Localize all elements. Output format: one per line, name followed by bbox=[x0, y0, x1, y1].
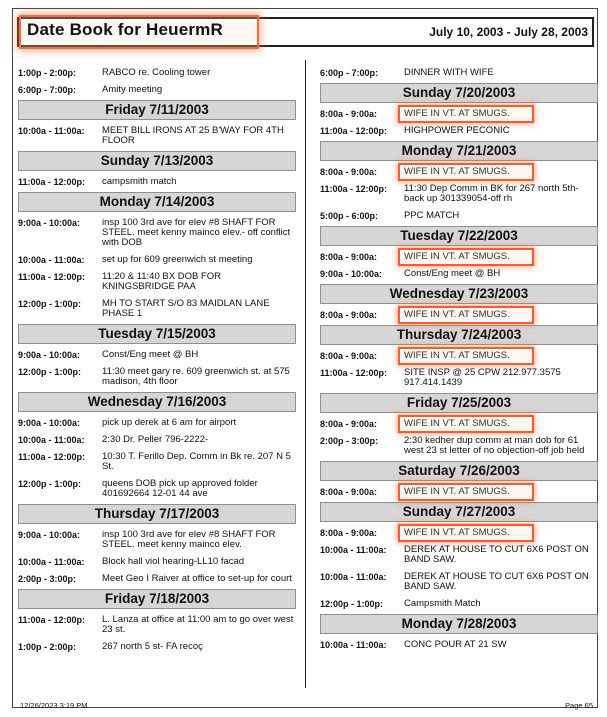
calendar-entry bbox=[18, 218, 296, 248]
entry-description: WIFE IN VT. AT SMUGS. bbox=[404, 108, 510, 119]
entry-description: WIFE IN VT. AT SMUGS. bbox=[404, 166, 510, 177]
entry-description: queens DOB pick up approved folder 401692664 12-01 44 ave bbox=[102, 478, 261, 499]
calendar-entry bbox=[320, 545, 598, 565]
day-header: Friday 7/25/2003 bbox=[320, 393, 598, 413]
highlight-box bbox=[398, 524, 534, 542]
highlight-box bbox=[398, 415, 534, 433]
day-header: Saturday 7/26/2003 bbox=[320, 461, 598, 481]
calendar-entry bbox=[320, 167, 598, 177]
calendar-entry bbox=[18, 272, 296, 292]
entry-description: DEREK AT HOUSE TO CUT 6X6 POST ON BAND SAW. bbox=[404, 571, 592, 592]
entry-description: Amity meeting bbox=[102, 84, 163, 95]
calendar-entry bbox=[320, 368, 598, 388]
page-number: Page 65 bbox=[565, 701, 593, 710]
entry-description: 11:20 & 11:40 BX DOB FOR KNINGSBRIDGE PAA bbox=[102, 271, 224, 292]
entry-time: 10:00a - 11:00a: bbox=[320, 640, 387, 650]
entry-description: WIFE IN VT. AT SMUGS. bbox=[404, 418, 510, 429]
print-timestamp: 12/26/2023 3:19 PM bbox=[20, 701, 88, 710]
entry-time: 1:00p - 2:00p: bbox=[18, 642, 77, 652]
calendar-entry bbox=[18, 418, 296, 428]
entry-time: 5:00p - 6:00p: bbox=[320, 211, 379, 221]
entry-time: 9:00a - 10:00a: bbox=[18, 218, 81, 228]
entry-time: 8:00a - 9:00a: bbox=[320, 109, 378, 119]
entry-time: 10:00a - 11:00a: bbox=[320, 545, 387, 555]
calendar-entry bbox=[320, 572, 598, 592]
day-header: Wednesday 7/16/2003 bbox=[18, 392, 296, 412]
entry-description: DINNER WITH WIFE bbox=[404, 67, 494, 78]
entry-time: 9:00a - 10:00a: bbox=[18, 418, 81, 428]
calendar-entry bbox=[320, 640, 598, 650]
date-range: July 10, 2003 - July 28, 2003 bbox=[429, 25, 588, 39]
entry-time: 12:00p - 1:00p: bbox=[18, 479, 82, 489]
day-header: Friday 7/18/2003 bbox=[18, 589, 296, 609]
entry-description: 2:30 Dr. Peller 796-2222- bbox=[102, 434, 209, 445]
entry-time: 10:00a - 11:00a: bbox=[18, 557, 85, 567]
entry-time: 6:00p - 7:00p: bbox=[18, 85, 77, 95]
entry-description: WIFE IN VT. AT SMUGS. bbox=[404, 309, 510, 320]
calendar-entry bbox=[320, 487, 598, 497]
entry-description: Campsmith Match bbox=[404, 598, 481, 609]
calendar-entry bbox=[320, 436, 598, 456]
calendar-entry bbox=[320, 126, 598, 136]
entry-description: RABCO re. Cooling tower bbox=[102, 67, 211, 78]
entry-description: MH TO START S/O 83 MAIDLAN LANE PHASE 1 bbox=[102, 298, 273, 319]
entry-description: WIFE IN VT. AT SMUGS. bbox=[404, 251, 510, 262]
entry-time: 11:00a - 12:00p: bbox=[18, 177, 86, 187]
day-header: Tuesday 7/22/2003 bbox=[320, 226, 598, 246]
left-column bbox=[18, 68, 296, 652]
highlight-box bbox=[398, 163, 534, 181]
day-header: Thursday 7/24/2003 bbox=[320, 325, 598, 345]
entry-description: WIFE IN VT. AT SMUGS. bbox=[404, 527, 510, 538]
entry-description: 10:30 T. Ferillo Dep. Comm in Bk re. 207 N 5 St. bbox=[102, 451, 294, 472]
entry-time: 11:00a - 12:00p: bbox=[320, 368, 388, 378]
entry-time: 12:00p - 1:00p: bbox=[320, 599, 384, 609]
entry-description: CONC POUR AT 21 SW bbox=[404, 639, 507, 650]
entry-time: 8:00a - 9:00a: bbox=[320, 310, 378, 320]
entry-description: Meet Geo I Raiver at office to set-up for court bbox=[102, 573, 292, 584]
calendar-entry bbox=[320, 310, 598, 320]
entry-description: MEET BILL IRONS AT 25 B'WAY FOR 4TH FLOOR bbox=[102, 125, 287, 146]
entry-description: campsmith match bbox=[102, 176, 177, 187]
entry-time: 9:00a - 10:00a: bbox=[18, 530, 81, 540]
entry-time: 10:00a - 11:00a: bbox=[320, 572, 387, 582]
day-header: Tuesday 7/15/2003 bbox=[18, 324, 296, 344]
entry-description: 2:30 kedher dup comm at man dob for 61 west 23 st letter of no objection-off job held bbox=[404, 435, 585, 456]
entry-description: DEREK AT HOUSE TO CUT 6X6 POST ON BAND SAW. bbox=[404, 544, 592, 565]
entry-description: PPC MATCH bbox=[404, 210, 460, 221]
entry-time: 10:00a - 11:00a: bbox=[18, 255, 85, 265]
calendar-entry bbox=[18, 642, 296, 652]
highlight-box bbox=[398, 248, 534, 266]
page-header bbox=[17, 17, 594, 47]
entry-time: 8:00a - 9:00a: bbox=[320, 419, 378, 429]
entry-description: Const/Eng meet @ BH bbox=[102, 349, 199, 360]
entry-time: 10:00a - 11:00a: bbox=[18, 435, 85, 445]
entry-description: 11:30 Dep Comm in BK for 267 north 5th- back up 301339054-off rh bbox=[404, 183, 582, 204]
entry-description: 11:30 meet gary re. 609 greenwich st. at 575 madison, 4th floor bbox=[102, 366, 293, 387]
highlight-box bbox=[398, 306, 534, 324]
entry-time: 2:00p - 3:00p: bbox=[320, 436, 379, 446]
entry-time: 8:00a - 9:00a: bbox=[320, 528, 378, 538]
entry-time: 1:00p - 2:00p: bbox=[18, 68, 77, 78]
entry-time: 2:00p - 3:00p: bbox=[18, 574, 77, 584]
entry-time: 6:00p - 7:00p: bbox=[320, 68, 379, 78]
entry-time: 12:00p - 1:00p: bbox=[18, 367, 82, 377]
highlight-box bbox=[398, 105, 534, 123]
entry-time: 11:00a - 12:00p: bbox=[320, 126, 388, 136]
entry-time: 11:00a - 12:00p: bbox=[18, 615, 86, 625]
entry-description: set up for 609 greenwich st meeting bbox=[102, 254, 253, 265]
calendar-entry bbox=[18, 452, 296, 472]
calendar-entry bbox=[18, 479, 296, 499]
entry-description: pick up derek at 6 am for airport bbox=[102, 417, 237, 428]
calendar-entry bbox=[18, 68, 296, 78]
title-highlight bbox=[19, 15, 259, 49]
calendar-entry bbox=[320, 68, 598, 78]
entry-description: 267 north 5 st- FA recoç bbox=[102, 641, 203, 652]
day-header: Monday 7/14/2003 bbox=[18, 192, 296, 212]
entry-time: 9:00a - 10:00a: bbox=[18, 350, 81, 360]
entry-description: insp 100 3rd ave for elev #8 SHAFT FOR STEEL. meet kenny mainco elev. bbox=[102, 529, 279, 550]
day-header: Sunday 7/13/2003 bbox=[18, 151, 296, 171]
entry-time: 8:00a - 9:00a: bbox=[320, 487, 378, 497]
day-header: Monday 7/28/2003 bbox=[320, 614, 598, 634]
day-header: Wednesday 7/23/2003 bbox=[320, 284, 598, 304]
day-header: Thursday 7/17/2003 bbox=[18, 504, 296, 524]
entry-time: 11:00a - 12:00p: bbox=[18, 452, 86, 462]
entry-description: Block hall viol hearing-LL10 facad bbox=[102, 556, 245, 567]
entry-time: 8:00a - 9:00a: bbox=[320, 167, 378, 177]
day-header: Monday 7/21/2003 bbox=[320, 141, 598, 161]
entry-description: insp 100 3rd ave for elev #8 SHAFT FOR STEEL. meet kenny mainco elev.- off conflict with DOB bbox=[102, 217, 293, 248]
entry-description: HIGHPOWER PECONIC bbox=[404, 125, 510, 136]
calendar-entry bbox=[320, 211, 598, 221]
entry-description: Const/Eng meet @ BH bbox=[404, 268, 501, 279]
entry-time: 9:00a - 10:00a: bbox=[320, 269, 383, 279]
calendar-entry bbox=[320, 351, 598, 361]
entry-time: 12:00p - 1:00p: bbox=[18, 299, 82, 309]
entry-time: 10:00a - 11:00a: bbox=[18, 126, 85, 136]
calendar-entry bbox=[18, 177, 296, 187]
entry-time: 8:00a - 9:00a: bbox=[320, 252, 378, 262]
entry-description: WIFE IN VT. AT SMUGS. bbox=[404, 486, 510, 497]
calendar-entry bbox=[320, 599, 598, 609]
highlight-box bbox=[398, 347, 534, 365]
calendar-entry bbox=[18, 435, 296, 445]
calendar-entry bbox=[18, 530, 296, 550]
calendar-entry bbox=[18, 299, 296, 319]
day-header: Sunday 7/27/2003 bbox=[320, 502, 598, 522]
entry-time: 11:00a - 12:00p: bbox=[320, 184, 388, 194]
calendar-entry bbox=[320, 528, 598, 538]
entry-time: 11:00a - 12:00p: bbox=[18, 272, 86, 282]
right-column bbox=[320, 68, 598, 650]
entry-description: WIFE IN VT. AT SMUGS. bbox=[404, 350, 510, 361]
entry-description: SITE INSP @ 25 CPW 212.977.3575 917.414.1439 bbox=[404, 367, 564, 388]
calendar-entry bbox=[320, 419, 598, 429]
calendar-entry bbox=[320, 269, 598, 279]
calendar-entry bbox=[320, 109, 598, 119]
entry-time: 8:00a - 9:00a: bbox=[320, 351, 378, 361]
calendar-entry bbox=[18, 126, 296, 146]
calendar-entry bbox=[18, 557, 296, 567]
column-divider bbox=[305, 60, 306, 688]
highlight-box bbox=[398, 483, 534, 501]
calendar-entry bbox=[18, 615, 296, 635]
day-header: Friday 7/11/2003 bbox=[18, 100, 296, 120]
calendar-entry bbox=[18, 367, 296, 387]
calendar-entry bbox=[320, 252, 598, 262]
calendar-entry bbox=[18, 85, 296, 95]
day-header: Sunday 7/20/2003 bbox=[320, 83, 598, 103]
calendar-entry bbox=[320, 184, 598, 204]
entry-description: L. Lanza at office at 11:00 am to go over west 23 st. bbox=[102, 614, 296, 635]
calendar-entry bbox=[18, 350, 296, 360]
calendar-entry bbox=[18, 255, 296, 265]
calendar-entry bbox=[18, 574, 296, 584]
page-title: Date Book for HeuermR bbox=[27, 20, 223, 39]
